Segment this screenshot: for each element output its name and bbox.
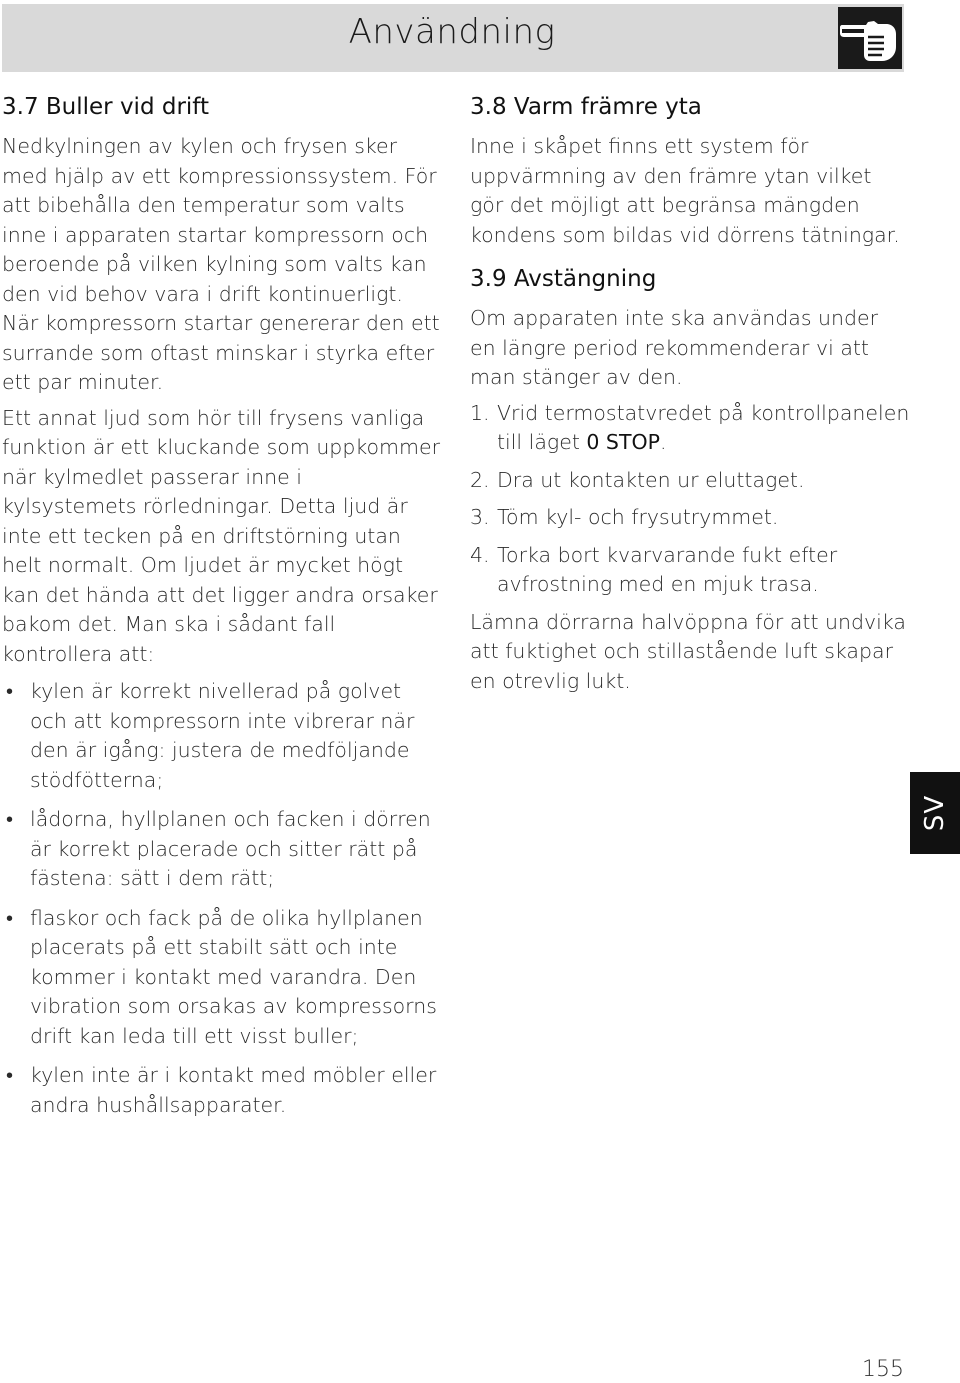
section-heading-noise: 3.7 Buller vid drift (2, 94, 210, 120)
shutdown-steps (470, 399, 910, 600)
right-column (470, 86, 910, 702)
bullet-icon: • (6, 807, 14, 831)
section-heading-shutdown: 3.9 Avstängning (470, 266, 657, 292)
front-surface-paragraph: Inne i skåpet finns ett system för uppvärmning av den främre ytan vilket gör det möjligt att begränsa mängden kondens som bildas vid dörrens tätningar. (470, 134, 900, 247)
shutdown-paragraph: Om apparaten inte ska användas under en längre period rekommenderar vi att man stänger av den. (470, 306, 879, 389)
step-item: 1. Vrid termostatvredet på kontrollpanelen till läget 0 STOP. (470, 400, 910, 454)
noise-paragraph-2: Ett annat ljud som hör till frysens vanliga funktion är ett kluckande som uppkommer när kylmedlet passerar inne i kylsystemets rörledningar. Detta ljud är inte ett tecken på en driftstörning utan helt normalt. Om ljudet är mycket högt kan det hända att det ligger andra orsaker bakom det. Man ska i sådant fall kontrollera att: (2, 405, 440, 666)
closing-paragraph: Lämna dörrarna halvöppna för att undvika att fuktighet och stillastående luft skapar en otrevlig lukt. (470, 609, 906, 693)
step-item: 4. Torka bort kvarvarande fukt efter avfrostning med en mjuk trasa. (470, 542, 838, 596)
language-tab (910, 772, 960, 854)
left-column (2, 86, 442, 1130)
page-number: 155 (862, 1357, 904, 1382)
bullet-icon: • (6, 679, 14, 703)
list-item: • flaskor och fack på de olika hyllplanen placerats på ett stabilt sätt och inte kommer i kontakt med varandra. Den vibration som orsakas av kompressorns drift kan leda till ett visst buller; (6, 905, 437, 1048)
list-item: • kylen är korrekt nivellerad på golvet och att kompressorn inte vibrerar när den är igång: justera de medföljande stödfötterna; (6, 679, 415, 792)
step-item: 3. Töm kyl- och frysutrymmet. (470, 505, 779, 529)
section-heading-front-surface: 3.8 Varm främre yta (470, 94, 702, 120)
bullet-icon: • (6, 905, 14, 930)
pointing-hand-icon (838, 7, 902, 69)
page-title: Användning (348, 12, 556, 52)
language-tab-label: SV (920, 794, 950, 832)
noise-paragraph-1: Nedkylningen av kylen och frysen sker med hjälp av ett kompressionssystem. För att bibehålla den temperatur som valts inne i apparaten startar kompressorn och beroende på vilken kylning som valts kan den vid behov vara i drift kontinuerligt. När kompressorn startar genererar den ett surrande som oftast minskar i styrka efter ett par minuter. (2, 134, 440, 394)
check-list (2, 677, 442, 1120)
list-item: • lådorna, hyllplanen och facken i dörren är korrekt placerade och sitter rätt på fästena: sätt i dem rätt; (6, 807, 431, 890)
header-bar (2, 4, 904, 72)
bullet-icon: • (6, 1063, 14, 1087)
step-item: 2. Dra ut kontakten ur eluttaget. (470, 467, 805, 492)
stop-setting: 0 STOP (586, 430, 660, 454)
list-item: • kylen inte är i kontakt med möbler eller andra hushållsapparater. (6, 1063, 437, 1117)
